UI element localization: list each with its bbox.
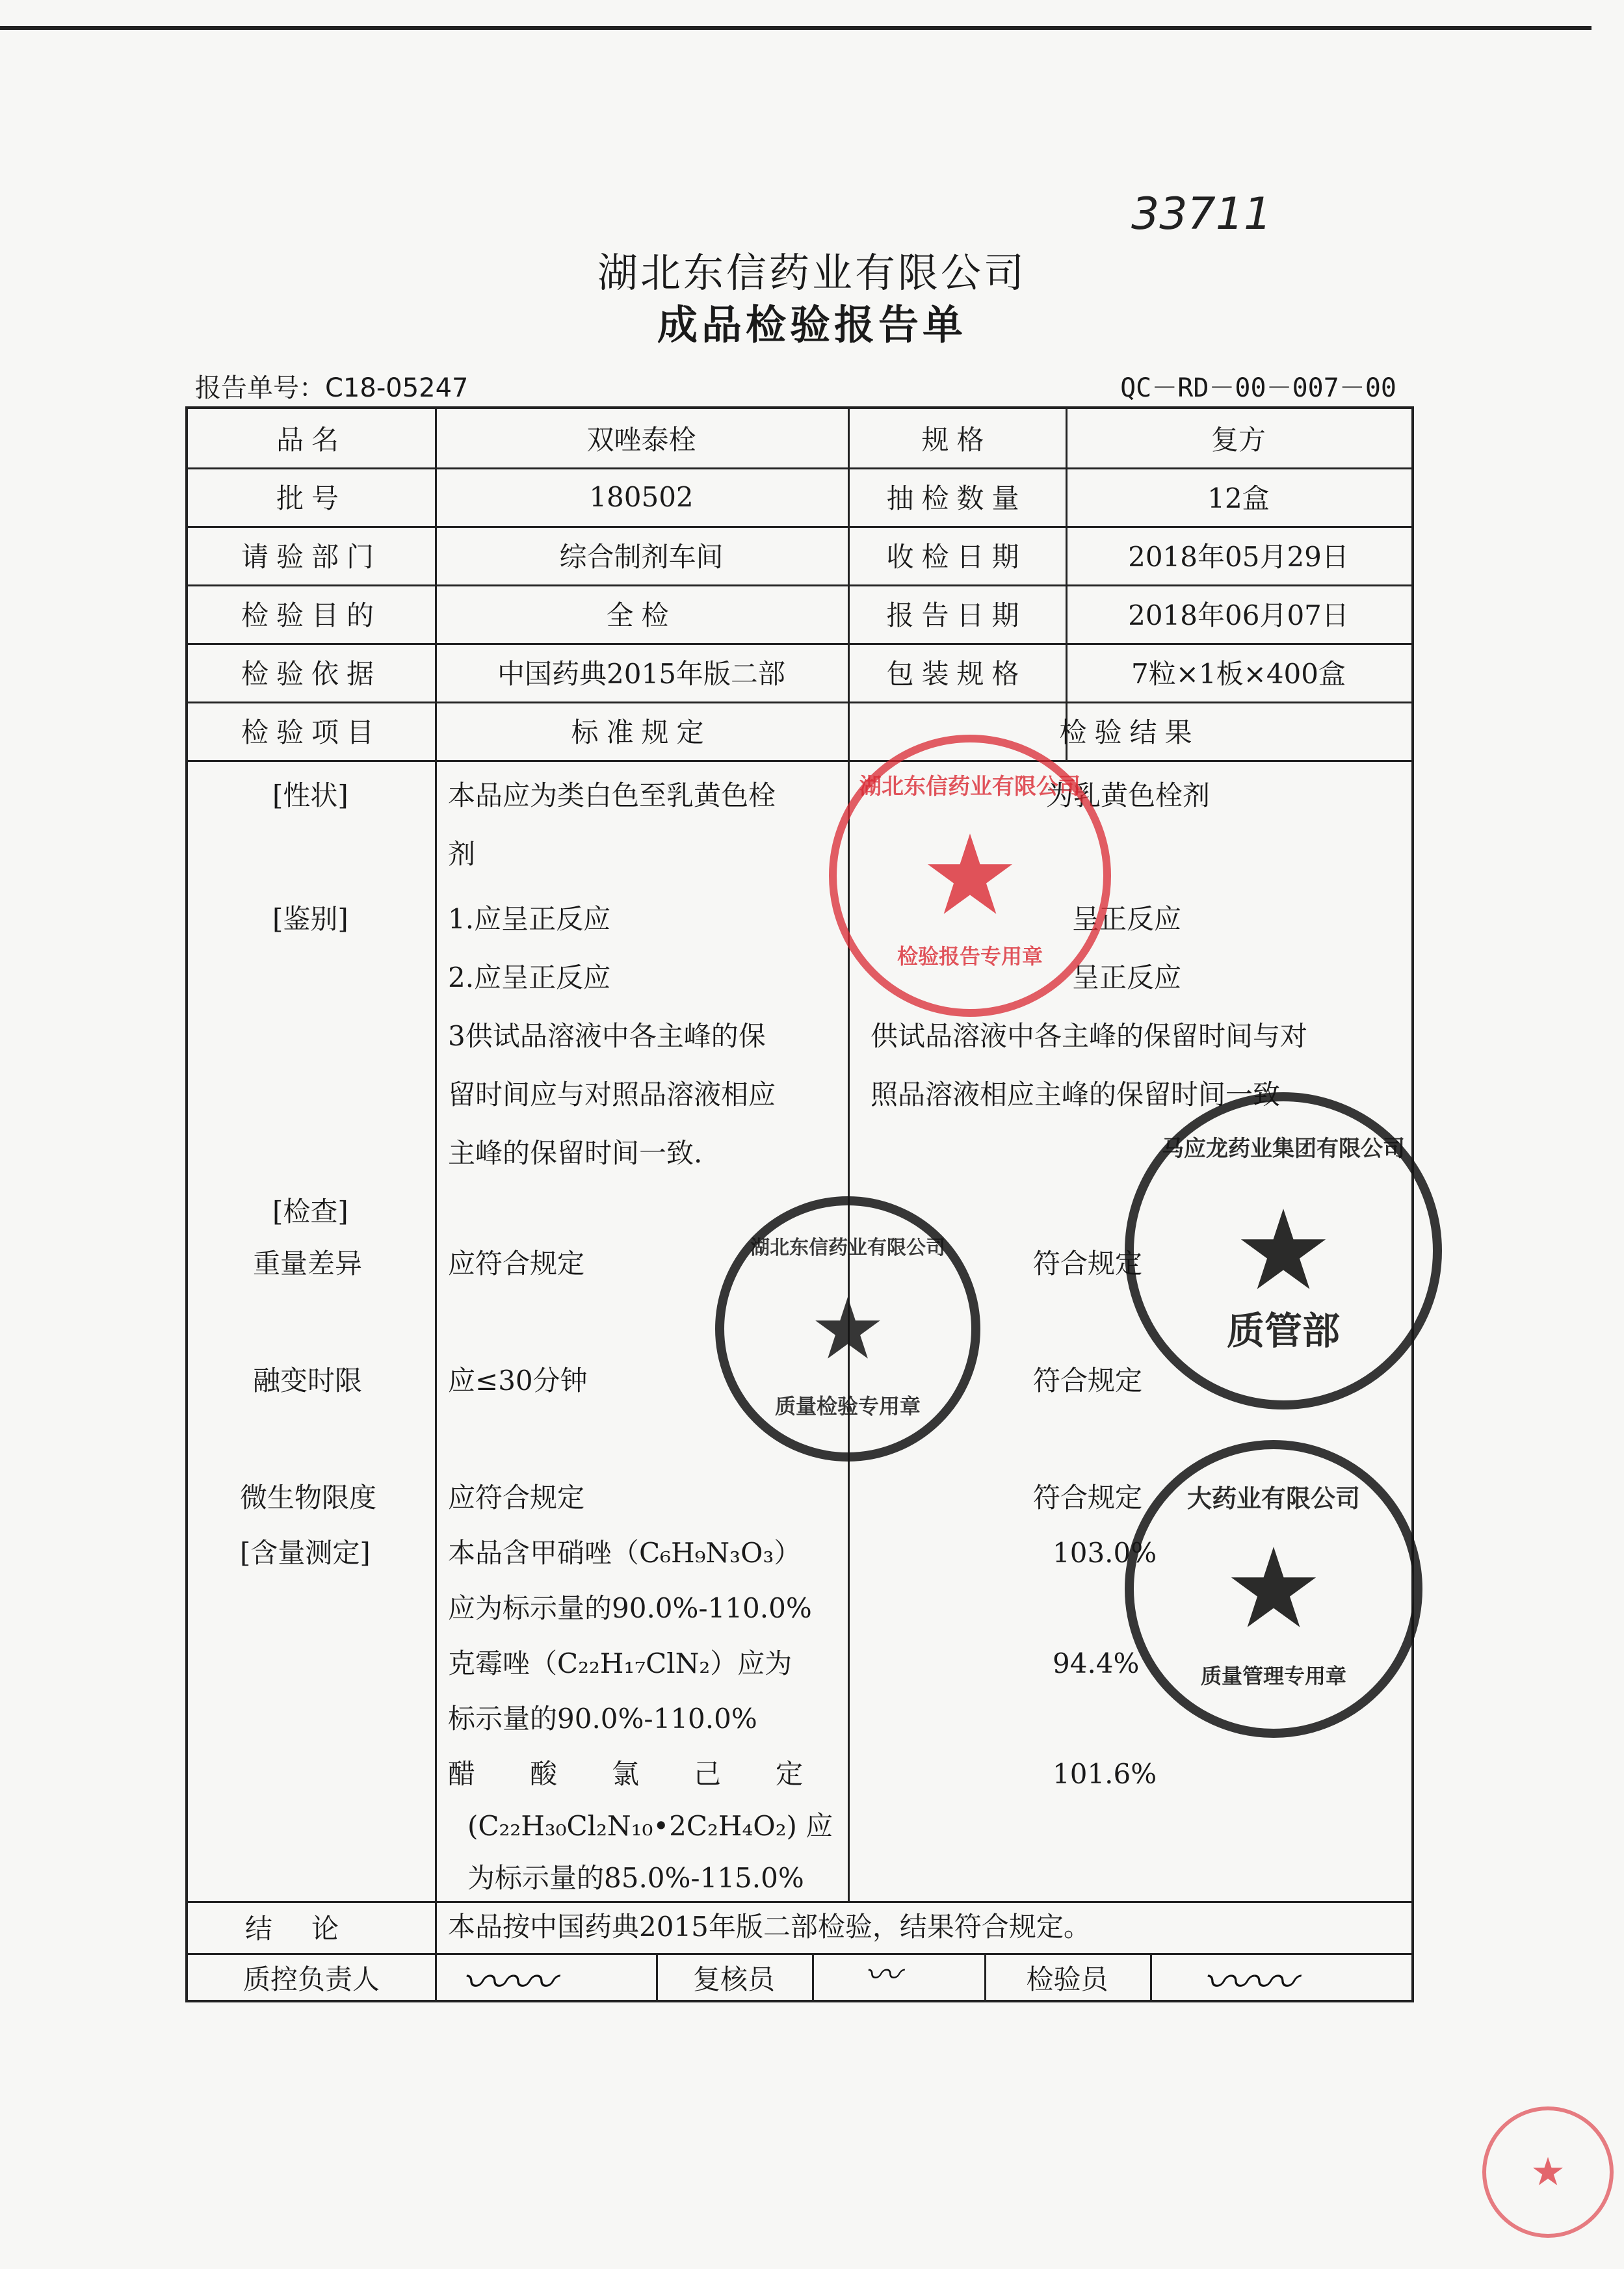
micro-result: 符合规定 — [1033, 1482, 1143, 1514]
basis-label: 检验依据 — [241, 658, 382, 690]
identification-res-2: 呈正反应 — [1072, 962, 1182, 993]
assay-line-5: 醋 酸 氯 己 定 — [448, 1758, 804, 1790]
identification-std-3c: 主峰的保留时间一致. — [448, 1137, 703, 1169]
red-corner-seal — [1482, 2106, 1614, 2238]
purpose-label: 检验目的 — [241, 599, 382, 631]
appearance-std-1: 本品应为类白色至乳黄色栓 — [448, 780, 776, 811]
recv-date-value: 2018年05月29日 — [1128, 541, 1349, 573]
identification-std-3a: 3供试品溶液中各主峰的保 — [448, 1020, 766, 1052]
pharma-seal-arc-text: 大药业有限公司 — [1186, 1484, 1360, 1513]
black-group-seal — [1125, 1092, 1442, 1410]
company-name: 湖北东信药业有限公司 — [597, 249, 1027, 296]
report-number — [195, 367, 469, 404]
assay-line-4: 标示量的90.0%-110.0% — [448, 1703, 757, 1735]
identification-std-2: 2.应呈正反应 — [448, 962, 611, 993]
col-result-header: 检验结果 — [1059, 716, 1200, 748]
identification-std-3b: 留时间应与对照品溶液相应 — [448, 1079, 776, 1110]
spec-value: 复方 — [1211, 424, 1266, 456]
black-seal-sub-text: 质量检验专用章 — [774, 1394, 921, 1419]
seal-star-icon: ★ — [809, 1279, 886, 1378]
black-pharma-seal — [1125, 1440, 1422, 1738]
sample-qty-label: 抽检数量 — [886, 482, 1027, 514]
assay-result-1: 103.0% — [1053, 1537, 1157, 1569]
weight-label: 重量差异 — [253, 1248, 363, 1279]
assay-result-3: 101.6% — [1053, 1758, 1157, 1790]
red-seal-arc-text: 湖北东信药业有限公司 — [859, 774, 1080, 800]
assay-label: [含量测定] — [240, 1537, 371, 1569]
scan-top-edge — [0, 26, 1591, 30]
identification-res-3b: 照品溶液相应主峰的保留时间一致 — [871, 1079, 1281, 1110]
assay-line-2: 应为标示量的90.0%-110.0% — [448, 1592, 812, 1624]
spec-label: 规格 — [921, 424, 992, 456]
appearance-label: [性状] — [272, 780, 348, 811]
assay-result-2: 94.4% — [1053, 1647, 1140, 1679]
micro-std: 应符合规定 — [448, 1482, 585, 1514]
identification-res-3a: 供试品溶液中各主峰的保留时间与对 — [871, 1020, 1308, 1052]
qc-head-label: 质控负责人 — [242, 1963, 380, 1995]
weight-result: 符合规定 — [1033, 1248, 1143, 1279]
identification-res-1: 呈正反应 — [1072, 903, 1182, 935]
identification-label: [鉴别] — [272, 903, 348, 935]
conclusion-label: 结论 — [244, 1913, 378, 1945]
seal-star-icon: ★ — [1530, 2149, 1565, 2195]
product-label: 品名 — [276, 424, 347, 456]
melt-label: 融变时限 — [253, 1365, 363, 1397]
assay-line-3: 克霉唑（C₂₂H₁₇ClN₂）应为 — [448, 1647, 792, 1679]
form-code: QC－RD－00－007－00 — [1120, 373, 1396, 403]
group-seal-sub-text: 质管部 — [1226, 1309, 1340, 1353]
black-seal-arc-text: 湖北东信药业有限公司 — [750, 1237, 945, 1259]
document-title: 成品检验报告单 — [657, 301, 967, 348]
report-number-label: 报告单号： — [195, 373, 325, 403]
report-number-value: C18-05247 — [325, 373, 469, 403]
red-seal-sub-text: 检验报告专用章 — [897, 944, 1043, 969]
dept-label: 请验部门 — [241, 541, 382, 573]
reviewer-label: 复核员 — [692, 1963, 775, 1995]
assay-line-6: (C₂₂H₃₀Cl₂N₁₀•2C₂H₄O₂) 应 — [467, 1810, 833, 1842]
seal-star-icon: ★ — [920, 811, 1020, 940]
black-company-seal — [715, 1196, 980, 1462]
appearance-result: 为乳黄色栓剂 — [1046, 780, 1211, 811]
col-standard-header: 标准规定 — [571, 716, 712, 748]
melt-result: 符合规定 — [1033, 1365, 1143, 1397]
batch-value: 180502 — [589, 480, 694, 513]
recv-date-label: 收检日期 — [886, 541, 1027, 573]
red-company-seal — [829, 735, 1111, 1017]
pharma-seal-sub-text: 质量管理专用章 — [1200, 1664, 1346, 1688]
weight-std: 应符合规定 — [448, 1248, 585, 1279]
seal-star-icon: ★ — [1224, 1525, 1324, 1653]
basis-value: 中国药典2015年版二部 — [497, 658, 785, 690]
conclusion-text: 本品按中国药典2015年版二部检验，结果符合规定。 — [448, 1911, 1091, 1943]
inspection-label: [检查] — [272, 1196, 348, 1227]
group-seal-arc-text: 马应龙药业集团有限公司 — [1162, 1136, 1405, 1162]
package-value: 7粒×1板×400盒 — [1131, 658, 1346, 690]
reviewer-signature: 〰 — [864, 1954, 900, 1997]
report-date-label: 报告日期 — [886, 599, 1027, 631]
identification-std-1: 1.应呈正反应 — [448, 903, 611, 935]
inspector-label: 检验员 — [1026, 1963, 1108, 1995]
inspector-signature: 〰〰 — [1202, 1955, 1296, 2010]
col-item-header: 检验项目 — [241, 716, 382, 748]
assay-line-7: 为标示量的85.0%-115.0% — [467, 1862, 804, 1894]
handwritten-number: 33711 — [1131, 189, 1272, 240]
qc-head-signature: 〰〰 — [461, 1955, 555, 2010]
batch-label: 批号 — [276, 482, 347, 514]
micro-label: 微生物限度 — [240, 1482, 377, 1514]
seal-star-icon: ★ — [1233, 1187, 1333, 1315]
appearance-std-2: 剂 — [448, 838, 476, 870]
sample-qty-value: 12盒 — [1207, 482, 1270, 514]
assay-line-1: 本品含甲硝唑（C₆H₉N₃O₃） — [448, 1537, 802, 1569]
report-date-value: 2018年06月07日 — [1128, 599, 1349, 631]
dept-value: 综合制剂车间 — [559, 541, 724, 573]
product-value: 双唑泰栓 — [586, 424, 696, 456]
melt-std: 应≤30分钟 — [448, 1365, 588, 1397]
package-label: 包装规格 — [886, 658, 1027, 690]
purpose-value: 全检 — [606, 599, 677, 631]
